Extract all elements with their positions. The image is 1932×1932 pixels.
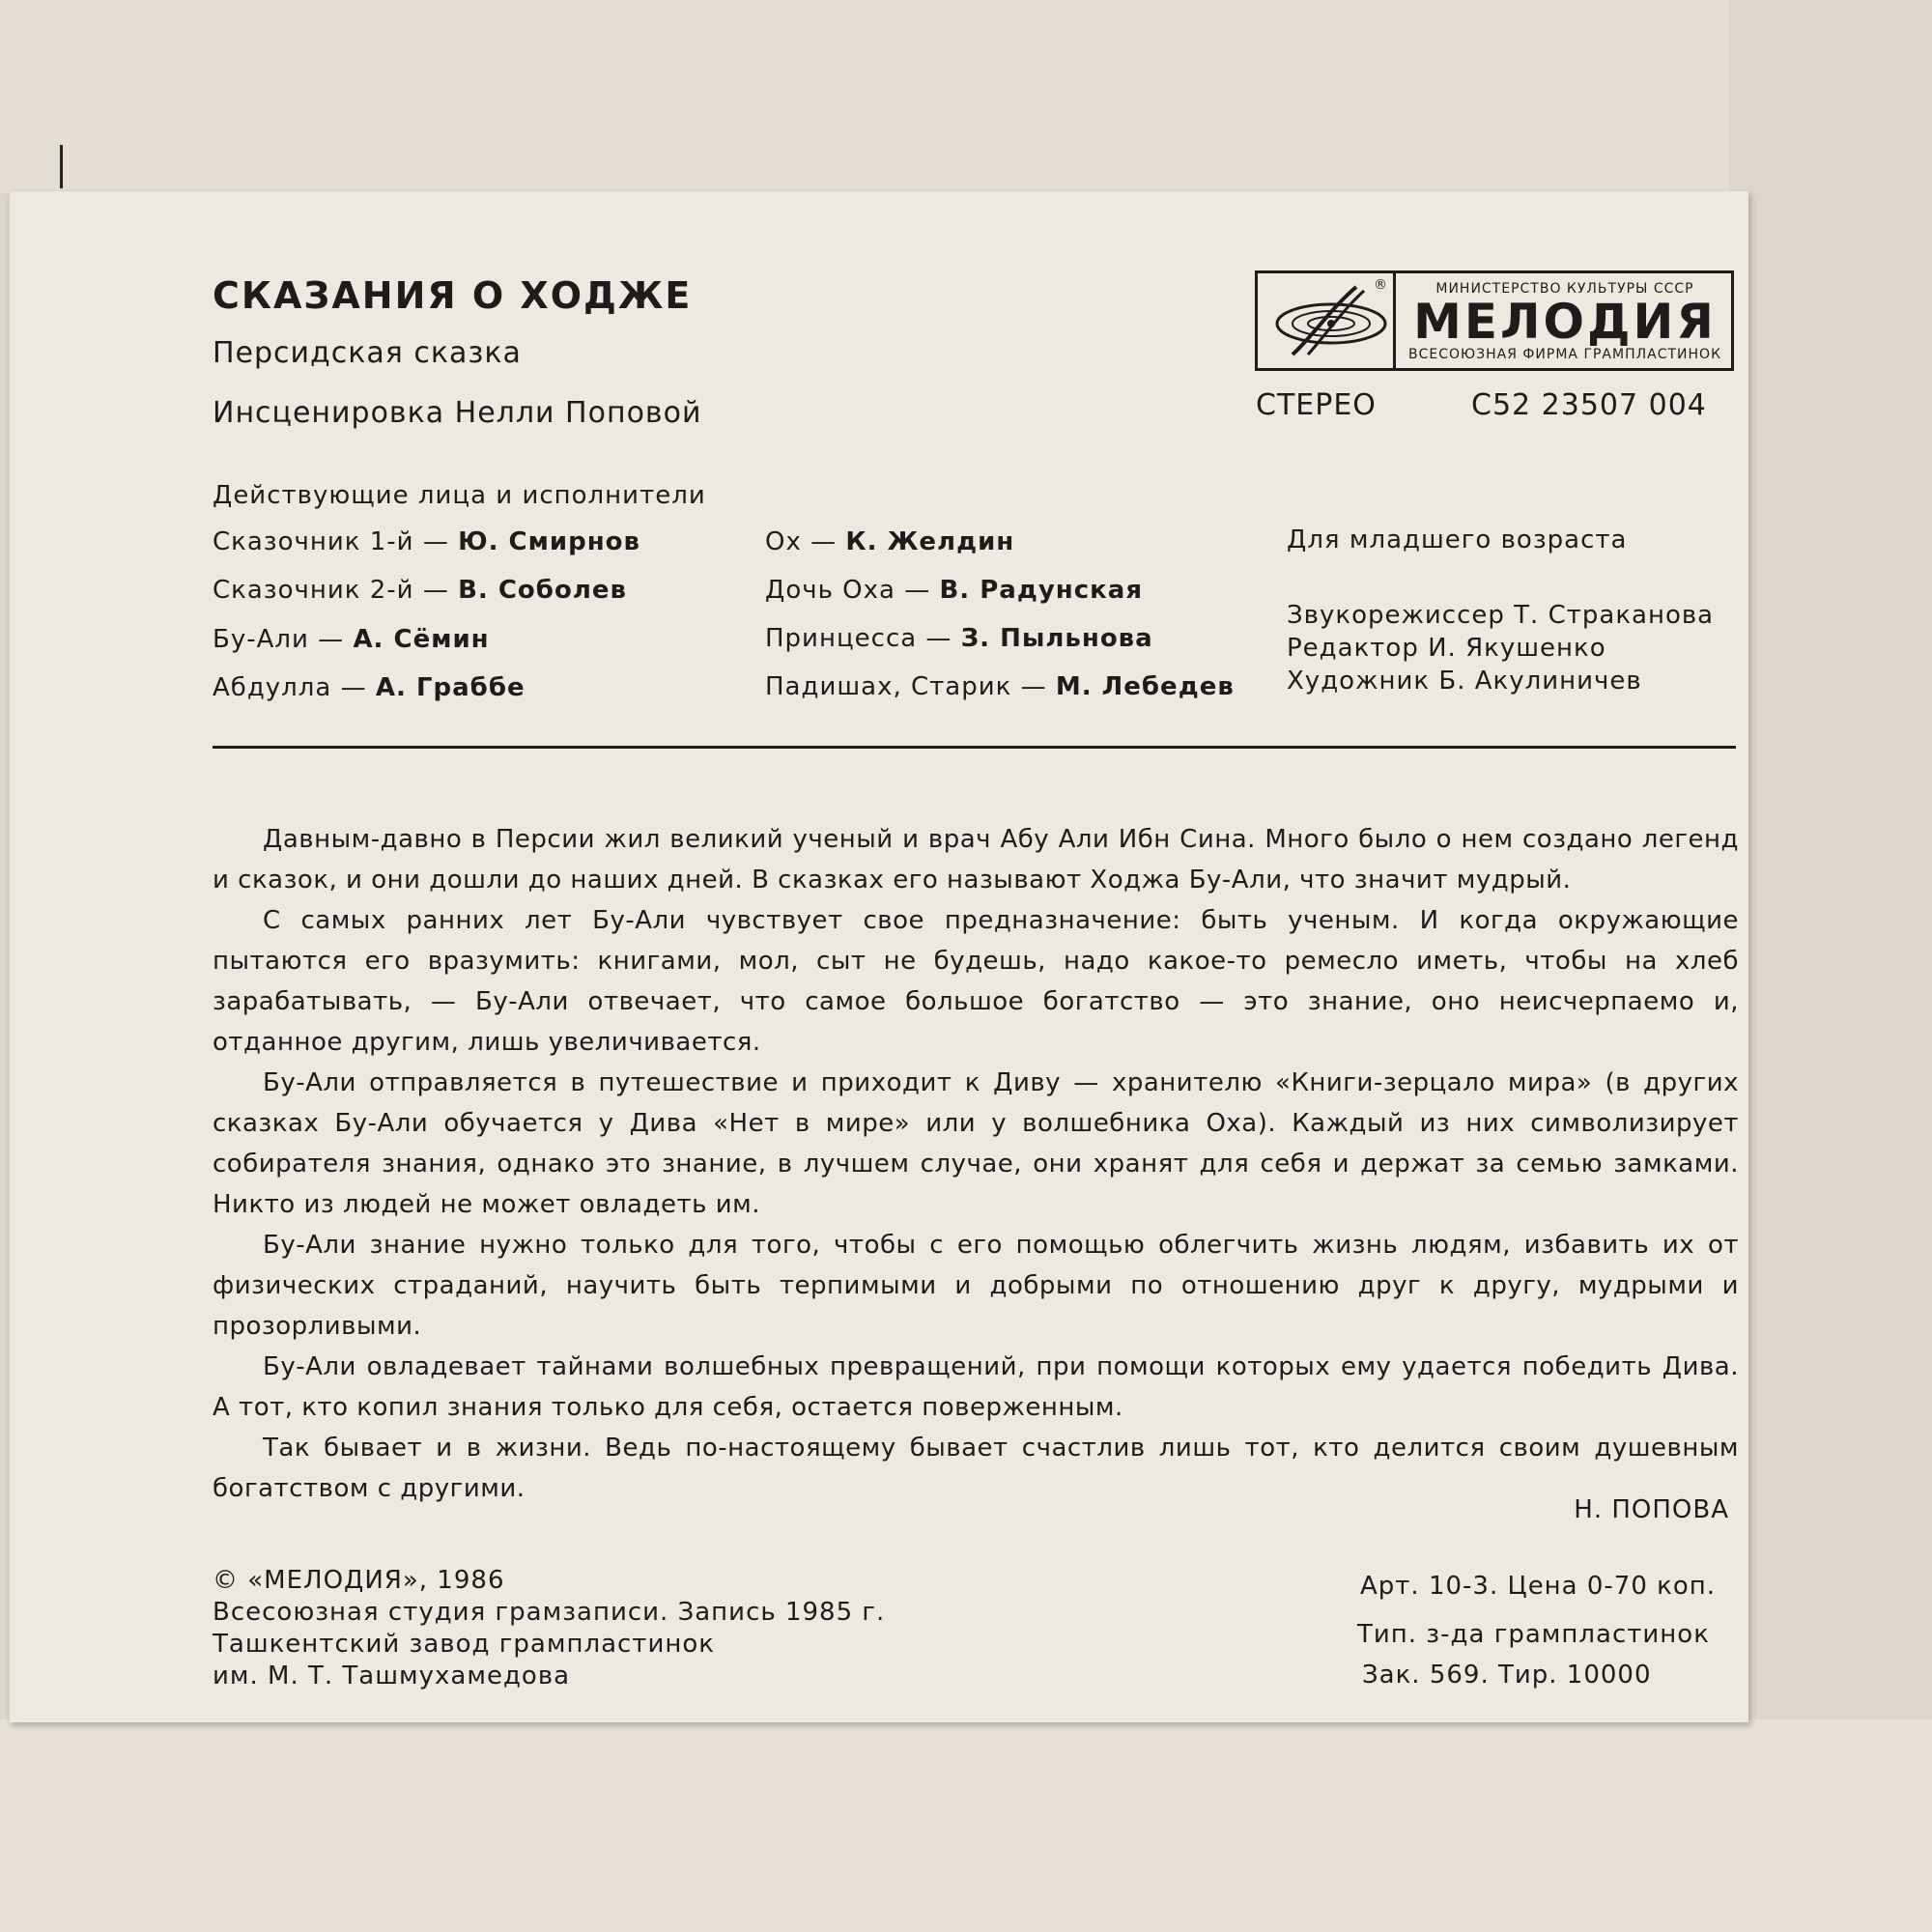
divider-line bbox=[213, 746, 1736, 749]
cast-actor: К. Желдин bbox=[845, 527, 1015, 556]
liner-paragraph: Бу-Али овладевает тайнами волшебных превращений, при помощи которых ему удается победить Дива. А тот, кто копил знания только для себя, остается поверженным. bbox=[213, 1352, 1739, 1422]
cast-role: Ох — bbox=[765, 527, 846, 556]
cast-role: Принцесса — bbox=[765, 624, 961, 653]
cast-role: Сказочник 1-й — bbox=[213, 527, 459, 556]
logo-company: ВСЕСОЮЗНАЯ ФИРМА ГРАМПЛАСТИНОК bbox=[1407, 347, 1722, 362]
cast-role: Абдулла — bbox=[213, 673, 376, 702]
cast-actor: В. Соболев bbox=[458, 576, 627, 605]
author-signature: Н. ПОПОВА bbox=[1574, 1495, 1729, 1524]
credit-line: Редактор И. Якушенко bbox=[1287, 634, 1606, 663]
age-rating: Для младшего возраста bbox=[1287, 526, 1628, 554]
cast-role: Падишах, Старик — bbox=[765, 672, 1056, 701]
cast-role: Дочь Оха — bbox=[765, 576, 940, 605]
cast-entry bbox=[213, 576, 627, 605]
footer-plant: Ташкентский завод грампластинок bbox=[213, 1630, 715, 1659]
footer-plant-name: им. М. Т. Ташмухамедова bbox=[213, 1662, 571, 1690]
liner-paragraph: С самых ранних лет Бу-Али чувствует свое предназначение: быть ученым. И когда окружающие пытаются его вразумить: книгами, мол, сыт не будешь, надо какое-то ремесло иметь, чтобы на хлеб зарабатывать, — Бу-Али отвечает, что самое большое богатство — это знание, оно неисчерпаемо и, отданное другим, лишь увеличивается. bbox=[213, 906, 1739, 1057]
liner-paragraph: Бу-Али отправляется в путешествие и приходит к Диву — хранителю «Книги-зерцало мира» (в других сказках Бу-Али обучается у Дива «Нет в мире» или у волшебника Оха). Каждый из них символизирует собирателя знания, однако это знание, в лучшем случае, они хранят для себя и держат за семью замками. Никто из людей не может овладеть им. bbox=[213, 1068, 1739, 1219]
footer-price: Арт. 10-3. Цена 0-70 коп. bbox=[1360, 1572, 1717, 1601]
liner-notes bbox=[213, 819, 1739, 1509]
album-title: СКАЗАНИЯ О ХОДЖЕ bbox=[213, 274, 693, 317]
credit-line: Звукорежиссер Т. Страканова bbox=[1287, 601, 1715, 630]
sleeve-right-flap bbox=[1729, 0, 1932, 1932]
liner-paragraph: Давным-давно в Персии жил великий ученый и врач Абу Али Ибн Сина. Много было о нем создано легенд и сказок, и они дошли до наших дней. В сказках его называют Ходжа Бу-Али, что значит мудрый. bbox=[213, 825, 1739, 895]
sleeve-bottom-flap bbox=[0, 1719, 1932, 1932]
sleeve-top-flap bbox=[0, 0, 1932, 193]
cast-actor: Ю. Смирнов bbox=[458, 527, 640, 556]
cast-actor: М. Лебедев bbox=[1055, 672, 1235, 701]
cast-entry bbox=[765, 624, 1153, 653]
registered-mark: ® bbox=[1374, 277, 1387, 293]
album-subtitle: Персидская сказка bbox=[213, 336, 522, 370]
credit-line: Художник Б. Акулиничев bbox=[1287, 667, 1642, 696]
cast-entry bbox=[765, 576, 1143, 605]
cast-role: Бу-Али — bbox=[213, 625, 354, 654]
logo-brand: МЕЛОДИЯ bbox=[1413, 294, 1717, 350]
cast-actor: А. Граббе bbox=[375, 673, 526, 702]
footer-copyright: © «МЕЛОДИЯ», 1986 bbox=[213, 1566, 505, 1595]
melodiya-emblem-icon bbox=[1264, 279, 1387, 362]
footer-order: Зак. 569. Тир. 10000 bbox=[1362, 1661, 1652, 1690]
cast-entry bbox=[213, 527, 640, 556]
cast-entry bbox=[213, 673, 526, 702]
liner-paragraph: Бу-Али знание нужно только для того, чтобы с его помощью облегчить жизнь людям, избавить их от физических страданий, научить быть терпимыми и добрыми по отношению друг к другу, мудрыми и прозорливыми. bbox=[213, 1231, 1739, 1341]
cast-entry bbox=[765, 527, 1014, 556]
cast-actor: В. Радунская bbox=[939, 576, 1144, 605]
cast-entry bbox=[213, 625, 490, 654]
registration-mark bbox=[60, 145, 63, 188]
logo-ministry: МИНИСТЕРСТВО КУЛЬТУРЫ СССР bbox=[1435, 281, 1694, 297]
cast-role: Сказочник 2-й — bbox=[213, 576, 459, 605]
footer-printer: Тип. з-да грампластинок bbox=[1357, 1620, 1710, 1649]
cast-entry bbox=[765, 672, 1235, 701]
cast-actor: З. Пыльнова bbox=[960, 624, 1153, 653]
stereo-label: СТЕРЕО bbox=[1256, 388, 1377, 422]
melodiya-logo bbox=[1255, 270, 1734, 371]
cast-actor: А. Сёмин bbox=[353, 625, 490, 654]
liner-paragraph: Так бывает и в жизни. Ведь по-настоящему бывает счастлив лишь тот, кто делится своим душевным богатством с другими. bbox=[213, 1434, 1739, 1503]
adaptation-credit: Инсценировка Нелли Поповой bbox=[213, 396, 702, 430]
cast-heading: Действующие лица и исполнители bbox=[213, 481, 706, 510]
footer-studio: Всесоюзная студия грамзаписи. Запись 1985 г. bbox=[213, 1598, 886, 1627]
catalog-number: С52 23507 004 bbox=[1471, 388, 1707, 422]
logo-text-block bbox=[1393, 273, 1734, 368]
